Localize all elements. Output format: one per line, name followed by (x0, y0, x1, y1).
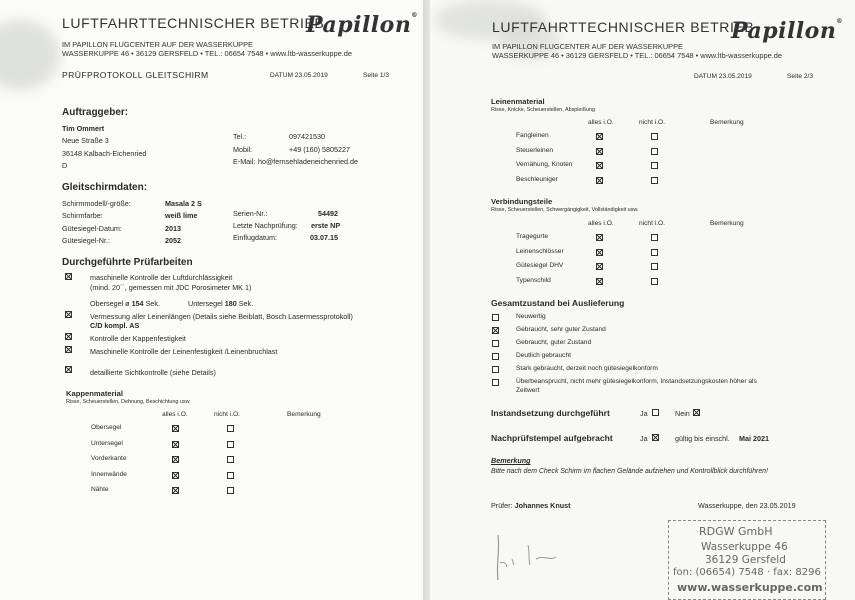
check-canopy-strength-checkbox[interactable] (65, 333, 72, 340)
lines-row-label: Vernähung, Knoten (516, 161, 573, 168)
model-label: Schirmmodell/-größe: (62, 199, 131, 208)
client-country: D (62, 161, 68, 170)
condition-option-label: Stark gebraucht, derzeit noch gütesiegelkonform (516, 365, 658, 372)
valid-until-label: gültig bis einschl. (675, 434, 730, 443)
connectors-row-label: Leinenschlösser (516, 247, 564, 255)
seal-date-value: 2013 (165, 224, 181, 233)
canopy-nok-checkbox[interactable] (227, 441, 234, 448)
company-name: LUFTFAHRTTECHNISCHER BETRIEB (62, 15, 325, 31)
condition-option-label: Deutlich gebraucht (516, 352, 571, 359)
company-address-1: IM PAPILLON FLUGCENTER AUF DER WASSERKUPPE (62, 40, 253, 49)
serial-value: 54492 (318, 209, 338, 218)
canopy-row-label: Vorderkante (91, 455, 127, 462)
check-canopy-strength-label: Kontrolle der Kappenfestigkeit (90, 334, 186, 343)
connectors-col-ok: alles i.O. (588, 220, 614, 227)
stamp-line-4: fon: (06654) 7548 · fax: 8296 (673, 567, 821, 578)
repair-yes-label: Ja (640, 409, 648, 418)
untersegel-value: 180 (224, 299, 237, 308)
canopy-nok-checkbox[interactable] (227, 487, 234, 494)
repair-yes-checkbox[interactable] (652, 409, 659, 416)
client-city: 36148 Kalbach-Eichenried (62, 149, 147, 158)
connectors-nok-checkbox[interactable] (651, 249, 658, 256)
glider-heading: Gleitschirmdaten: (62, 182, 148, 193)
condition-option-checkbox[interactable] (492, 353, 499, 360)
seal-no-label: Gütesiegel-Nr.: (62, 236, 110, 245)
canopy-nok-checkbox[interactable] (227, 425, 234, 432)
company-address-2: WASSERKUPPE 46 • 36129 GERSFELD • TEL.: 06654 7548 • www.ltb-wasserkuppe.de (62, 49, 352, 58)
mobile-label: Mobil: (233, 145, 253, 154)
remark-heading: Bemerkung (491, 456, 531, 465)
client-street: Neue Straße 3 (62, 136, 109, 145)
document-date: DATUM 23.05.2019 (694, 73, 752, 80)
canopy-col-note: Bemerkung (287, 411, 321, 418)
lines-nok-checkbox[interactable] (651, 162, 658, 169)
condition-option-label: Zeitwert (516, 387, 540, 394)
lines-col-note: Bemerkung (710, 119, 744, 126)
scan-smudge (0, 20, 60, 90)
connectors-ok-checkbox[interactable] (596, 249, 603, 256)
check-visual-checkbox[interactable] (65, 366, 72, 373)
connectors-ok-checkbox[interactable] (596, 263, 603, 270)
company-address-2: WASSERKUPPE 46 • 36129 GERSFELD • TEL.: 06654 7548 • www.ltb-wasserkuppe.de (492, 51, 782, 60)
stamp-line-1: RDGW GmbH (699, 525, 773, 538)
check-lines-note: C/D kompl. AS (90, 321, 140, 330)
condition-option-label: Neuwertig (516, 313, 546, 320)
obersegel-unit: Sek. (145, 299, 160, 308)
stamp-yes-label: Ja (640, 434, 648, 443)
condition-option-checkbox[interactable] (492, 340, 499, 347)
obersegel-value: 154 (131, 299, 144, 308)
seal-date-label: Gütesiegel-Datum: (62, 224, 122, 233)
lines-ok-checkbox[interactable] (596, 177, 603, 184)
check-porosity-label: maschinelle Kontrolle der Luftdurchlässigkeit (90, 273, 233, 282)
email-label: E-Mail: (233, 157, 256, 166)
obersegel-label: Obersegel ø (90, 299, 130, 308)
connectors-row-label: Typenschild (516, 276, 551, 284)
canopy-row-label: Nähte (91, 486, 109, 493)
model-value: Masala 2 S (165, 199, 202, 208)
lines-ok-checkbox[interactable] (596, 148, 603, 155)
stamp-line-2: Wasserkuppe 46 (701, 541, 788, 553)
remark-text: Bitte nach dem Check Schirm im flachen Gelände aufziehen und Kontrollblick durchführen! (491, 468, 768, 475)
canopy-ok-checkbox[interactable] (172, 441, 179, 448)
untersegel-unit: Sek. (238, 299, 254, 308)
canopy-col-ok: alles i.O. (162, 411, 188, 418)
lines-ok-checkbox[interactable] (596, 162, 603, 169)
lines-row-label: Fangleinen (516, 132, 549, 139)
untersegel-label: Untersegel (188, 299, 223, 308)
check-porosity-checkbox[interactable] (65, 273, 72, 280)
color-label: Schirmfarbe: (62, 211, 103, 220)
document-title: PRÜFPROTOKOLL GLEITSCHIRM (62, 70, 209, 80)
last-check-value: erste NP (311, 221, 341, 230)
company-stamp (668, 520, 826, 600)
canopy-ok-checkbox[interactable] (172, 425, 179, 432)
valid-until-value: Mai 2021 (739, 434, 769, 443)
lines-col-ok: alles i.O. (588, 119, 614, 126)
canopy-nok-checkbox[interactable] (227, 472, 234, 479)
lines-nok-checkbox[interactable] (651, 148, 658, 155)
examiner-name: Johannes Knust (514, 501, 571, 510)
tel-label: Tel.: (233, 132, 247, 141)
repair-no-checkbox[interactable] (693, 409, 700, 416)
canopy-ok-checkbox[interactable] (172, 472, 179, 479)
email-value: ho@fernsehladeneichenried.de (258, 157, 359, 166)
connectors-nok-checkbox[interactable] (651, 234, 658, 241)
canopy-nok-checkbox[interactable] (227, 456, 234, 463)
connectors-col-note: Bemerkung (710, 220, 744, 227)
check-line-strength-checkbox[interactable] (65, 346, 72, 353)
condition-option-checkbox[interactable] (492, 366, 499, 373)
connectors-row-label: Tragegurte (516, 233, 549, 240)
company-name: LUFTFAHRTTECHNISCHER BETRIEB (492, 19, 755, 35)
check-lines-checkbox[interactable] (65, 311, 72, 318)
canopy-col-nok: nicht i.O. (214, 411, 241, 418)
check-porosity-note: (mind. 20´´, gemessen mit JDC Porosimeter MK 1) (90, 283, 252, 292)
flight-date-value: 03.07.15 (310, 233, 338, 242)
connectors-ok-checkbox[interactable] (596, 278, 603, 285)
connectors-nok-checkbox[interactable] (651, 278, 658, 285)
stamp-applied-label: Nachprüfstempel aufgebracht (491, 433, 613, 443)
seal-no-value: 2052 (165, 236, 181, 245)
document-date: DATUM 23.05.2019 (270, 72, 328, 79)
check-visual-label: detaillierte Sichtkontrolle (siehe Details) (90, 368, 216, 377)
connectors-heading: Verbindungsteile (491, 197, 553, 206)
repair-label: Instandsetzung durchgeführt (491, 408, 610, 418)
lines-ok-checkbox[interactable] (596, 133, 603, 140)
canopy-row-label: Innenwände (91, 470, 127, 478)
canopy-ok-checkbox[interactable] (172, 456, 179, 463)
papillon-logo: Papillon® (306, 12, 418, 38)
lines-col-nok: nicht i.O. (639, 119, 666, 126)
condition-option-checkbox[interactable] (492, 314, 499, 321)
porosity-results (90, 299, 160, 308)
page-number: Seite 1/3 (363, 72, 390, 79)
connectors-subheading: Risse, Scheuerstellen, Schwergängigkeit, Vollständigkeit usw. (491, 207, 639, 213)
condition-option-label: Überbeansprucht, nicht mehr gütesiegelkonform, Instandsetzungskosten höher als (516, 378, 757, 385)
checks-heading: Durchgeführte Prüfarbeiten (62, 257, 193, 268)
canopy-heading: Kappenmaterial (66, 389, 123, 398)
canopy-row-label: Untersegel (91, 439, 123, 447)
check-line-strength-label: Maschinelle Kontrolle der Leinenfestigkeit /Leinenbruchlast (90, 347, 278, 356)
lines-row-label: Steuerleinen (516, 146, 554, 154)
color-value: weiß lime (165, 211, 198, 220)
client-name: Tim Ommert (62, 124, 105, 133)
papillon-logo: Papillon® (731, 18, 843, 44)
porosity-results-2 (188, 299, 253, 308)
tel-value: 097421530 (289, 132, 325, 141)
condition-option-checkbox[interactable] (492, 379, 499, 386)
connectors-col-nok: nicht i.O. (639, 220, 666, 227)
mobile-value: +49 (160) 5805227 (289, 145, 350, 154)
condition-option-label: Gebraucht, guter Zustand (516, 339, 592, 346)
lines-subheading: Risse, Knicke, Scheuerstellen, Abspleißung (491, 107, 595, 113)
lines-nok-checkbox[interactable] (651, 177, 658, 184)
connectors-ok-checkbox[interactable] (596, 234, 603, 241)
canopy-ok-checkbox[interactable] (172, 487, 179, 494)
protocol-page-2 (430, 0, 855, 600)
last-check-label: Letzte Nachprüfung: (233, 221, 298, 230)
lines-row-label: Beschleuniger (516, 175, 558, 183)
stamp-line-3: 36129 Gersfeld (705, 554, 786, 566)
condition-option-checkbox[interactable] (492, 327, 499, 334)
canopy-subheading: Risse, Scheuerstellen, Dehnung, Beschichtung usw (66, 399, 190, 405)
condition-heading: Gesamtzustand bei Auslieferung (491, 298, 625, 308)
stamp-yes-checkbox[interactable] (652, 434, 659, 441)
canopy-row-label: Obersegel (91, 424, 122, 431)
check-lines-label: Vermessung aller Leinenlängen (Details siehe Beiblatt, Bosch Lasermessprotokoll) (90, 312, 353, 321)
repair-no-label: Nein (675, 409, 690, 418)
examiner-label: Prüfer: (491, 501, 513, 510)
company-address-1: IM PAPILLON FLUGCENTER AUF DER WASSERKUPPE (492, 42, 683, 51)
handwritten-signature (488, 525, 578, 585)
protocol-page-1 (0, 0, 425, 600)
serial-label: Serien-Nr.: (233, 209, 268, 218)
connectors-nok-checkbox[interactable] (651, 263, 658, 270)
examiner (491, 501, 571, 510)
flight-date-label: Einflugdatum: (233, 233, 277, 242)
lines-nok-checkbox[interactable] (651, 133, 658, 140)
page-number: Seite 2/3 (787, 73, 814, 80)
condition-option-label: Gebraucht, sehr guter Zustand (516, 326, 606, 333)
place-date: Wasserkuppe, den 23.05.2019 (698, 501, 796, 510)
lines-heading: Leinenmaterial (491, 97, 545, 106)
connectors-row-label: Gütesiegel DHV (516, 262, 564, 269)
stamp-line-5: www.wasserkuppe.com (677, 581, 823, 594)
client-heading: Auftraggeber: (62, 107, 129, 118)
